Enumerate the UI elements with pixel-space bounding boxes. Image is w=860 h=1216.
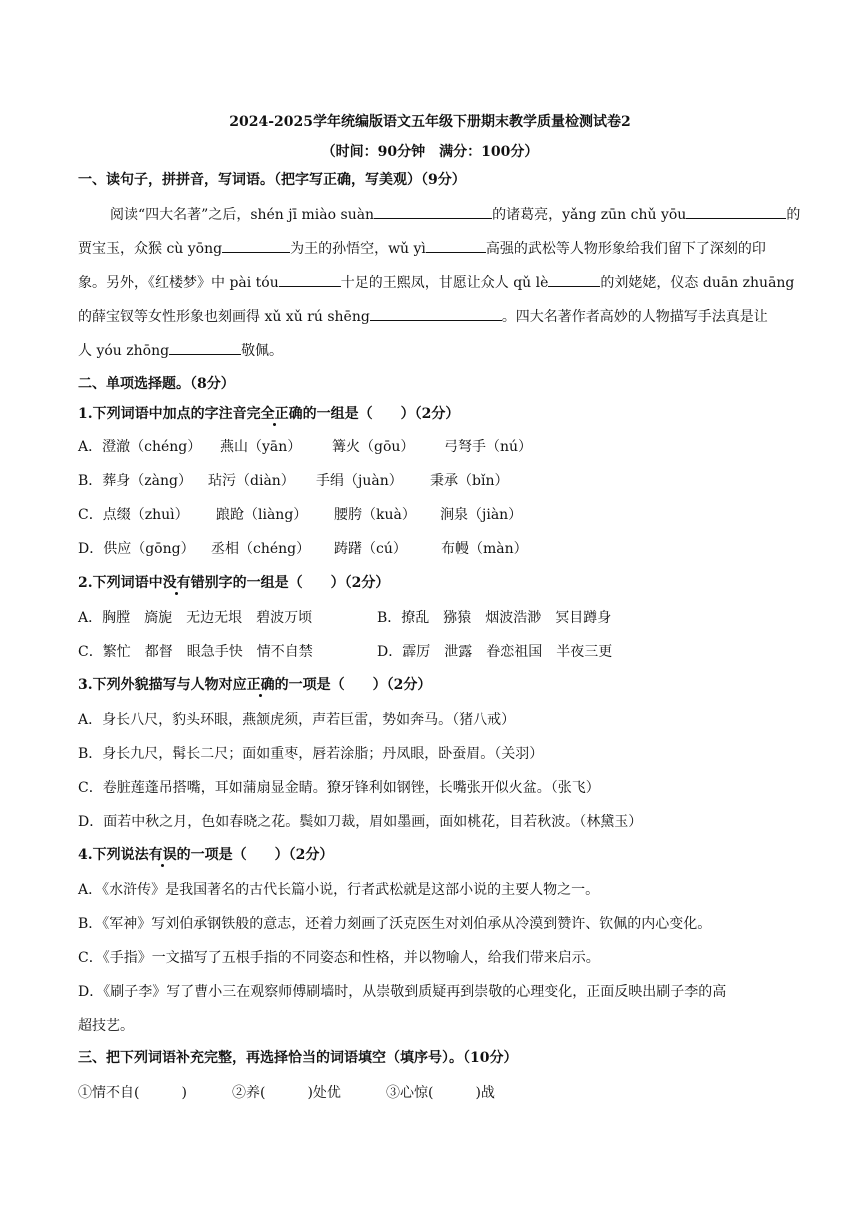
option-word: 踉跄（liàng） <box>216 507 308 523</box>
question-2-stem <box>78 573 389 593</box>
section-3-heading: 三、把下列词语补充完整，再选择恰当的词语填空（填序号）。（10分） <box>78 1050 518 1066</box>
sec1-text: 敬佩。 <box>241 343 284 359</box>
stem-text: 的一组是（ ）（2分） <box>302 406 460 422</box>
question-2-options-cd <box>78 642 612 662</box>
answer-blank[interactable] <box>548 272 600 287</box>
option-word: D．供应（gōng） <box>78 541 195 557</box>
sec1-text: 。四大名著作者高妙的人物描写手法真是让 <box>501 309 768 325</box>
stem-text: 错别字的一组是（ ）（2分） <box>190 575 390 591</box>
option-b[interactable]: B．撩乱 猕猿 烟波浩渺 冥目蹲身 <box>377 610 612 626</box>
sec1-text: 为王的孙悟空，wǔ yì <box>290 241 426 257</box>
stem-text: 4.下列说法 <box>78 847 149 863</box>
stem-emphasis: 完全正确 <box>246 406 303 422</box>
stem-text: 2.下列词语中 <box>78 575 163 591</box>
question-4-option-b[interactable]: B．《军神》写刘伯承钢铁般的意志，还着力刻画了沃克医生对刘伯承从冷漠到赞许、钦佩的内心变化。 <box>78 916 712 932</box>
option-word: 布幔（màn） <box>441 541 528 557</box>
stem-text: 1.下列词语中加点的字注音 <box>78 406 247 422</box>
fill-item[interactable]: ②养( )处优 <box>232 1085 341 1101</box>
sec1-text: 的刘姥姥，仪态 duān zhuāng <box>600 275 795 291</box>
answer-blank[interactable] <box>374 204 492 219</box>
question-4-option-d-continued: 超技艺。 <box>78 1018 134 1034</box>
question-4-stem <box>78 845 333 865</box>
option-word: 玷污（diàn） <box>208 473 295 489</box>
sec1-text: 高强的武松等人物形象给我们留下了深刻的印 <box>485 241 766 257</box>
option-word: 燕山（yān） <box>220 439 302 455</box>
exam-subtitle: （时间：90分钟 满分：100分） <box>321 144 539 160</box>
question-1-stem <box>78 404 459 424</box>
sec1-text: 的诸葛亮，yǎng zūn chǔ yōu <box>492 207 687 223</box>
option-word: 涧泉（jiàn） <box>440 507 523 523</box>
question-1-option-c[interactable] <box>78 505 522 525</box>
sec1-line-1 <box>110 204 800 225</box>
question-3-stem <box>78 675 431 695</box>
sec1-line-4 <box>78 306 768 327</box>
stem-text: 3.下列外貌描写与人物对应 <box>78 677 247 693</box>
answer-blank[interactable] <box>686 204 786 219</box>
option-word: 踌躇（cú） <box>334 541 407 557</box>
sec1-text: 的薛宝钗等女性形象也刻画得 xǔ xǔ rú shēng <box>78 309 370 325</box>
sec1-text: 象。另外，《红楼梦》中 pài tóu <box>78 275 279 291</box>
question-1-option-d[interactable] <box>78 539 528 559</box>
question-4-option-a[interactable]: A．《水浒传》是我国著名的古代长篇小说，行者武松就是这部小说的主要人物之一。 <box>78 882 600 898</box>
question-1-option-a[interactable] <box>78 437 532 457</box>
question-2-options-ab <box>78 608 611 628</box>
option-word: B．葬身（zàng） <box>78 473 192 489</box>
option-word: A．澄澈（chéng） <box>78 439 202 455</box>
option-word: 弓弩手（nú） <box>444 439 533 455</box>
option-c[interactable]: C．繁忙 都督 眼急手快 情不自禁 <box>78 644 313 660</box>
stem-text: 的一项是（ ）（2分） <box>176 847 334 863</box>
fill-item[interactable]: ①情不自( ) <box>78 1085 187 1101</box>
option-word: 丞相（chéng） <box>211 541 311 557</box>
question-3-option-c[interactable]: C．卷脏莲蓬吊搭嘴，耳如蒲扇显金睛。獠牙锋利如钢锉，长嘴张开似火盆。（张飞） <box>78 780 600 796</box>
answer-blank[interactable] <box>222 238 290 253</box>
option-word: 篝火（gōu） <box>332 439 415 455</box>
section-2-heading: 二、单项选择题。（8分） <box>78 376 235 392</box>
fill-item[interactable]: ③心惊( )战 <box>386 1085 495 1101</box>
answer-blank[interactable] <box>426 238 486 253</box>
sec1-text: 阅读“四大名著”之后，shén jī miào suàn <box>110 207 375 223</box>
sec1-text: 人 yóu zhōng <box>78 343 170 359</box>
sec1-text: 的 <box>786 207 801 223</box>
question-4-option-c[interactable]: C．《手指》一文描写了五根手指的不同姿态和性格，并以物喻人，给我们带来启示。 <box>78 950 600 966</box>
stem-emphasis: 没有 <box>162 575 191 591</box>
section-1-heading: 一、读句子，拼拼音，写词语。（把字写正确，写美观）（9分） <box>78 172 466 188</box>
sec1-text: 贾宝玉，众猴 cù yōng <box>78 241 223 257</box>
stem-emphasis: 正确 <box>246 677 275 693</box>
answer-blank[interactable] <box>370 306 502 321</box>
question-3-option-d[interactable]: D．面若中秋之月，色如春晓之花。鬓如刀裁，眉如墨画，面如桃花，目若秋波。（林黛玉） <box>78 814 643 830</box>
section-3-items <box>78 1083 495 1103</box>
exam-title: 2024-2025学年统编版语文五年级下册期末教学质量检测试卷2 <box>229 114 631 130</box>
answer-blank[interactable] <box>279 272 341 287</box>
option-word: 腰胯（kuà） <box>334 507 416 523</box>
question-3-option-b[interactable]: B．身长九尺，髯长二尺；面如重枣，唇若涂脂；丹凤眼，卧蚕眉。（关羽） <box>78 746 544 762</box>
sec1-text: 十足的王熙凤，甘愿让众人 qǔ lè <box>340 275 549 291</box>
option-word: 秉承（bǐn） <box>430 473 509 489</box>
option-word: 手绢（juàn） <box>316 473 403 489</box>
question-3-option-a[interactable]: A．身长八尺，豹头环眼，燕颔虎须，声若巨雷，势如奔马。（猪八戒） <box>78 712 516 728</box>
sec1-line-5 <box>78 340 283 361</box>
answer-blank[interactable] <box>169 340 241 355</box>
sec1-line-3 <box>78 272 794 293</box>
sec1-line-2 <box>78 238 766 259</box>
option-a[interactable]: A．胸膛 旖旎 无边无垠 碧波万顷 <box>78 610 313 626</box>
stem-emphasis: 有误 <box>148 847 177 863</box>
question-4-option-d[interactable]: D．《刷子李》写了曹小三在观察师傅刷墙时，从崇敬到质疑再到崇敬的心理变化，正面反映出刷子李的高 <box>78 984 727 1000</box>
option-d[interactable]: D．霹厉 泄露 眷恋祖国 半夜三更 <box>377 644 613 660</box>
question-1-option-b[interactable] <box>78 471 508 491</box>
option-word: C．点缀（zhuì） <box>78 507 189 523</box>
stem-text: 的一项是（ ）（2分） <box>274 677 432 693</box>
